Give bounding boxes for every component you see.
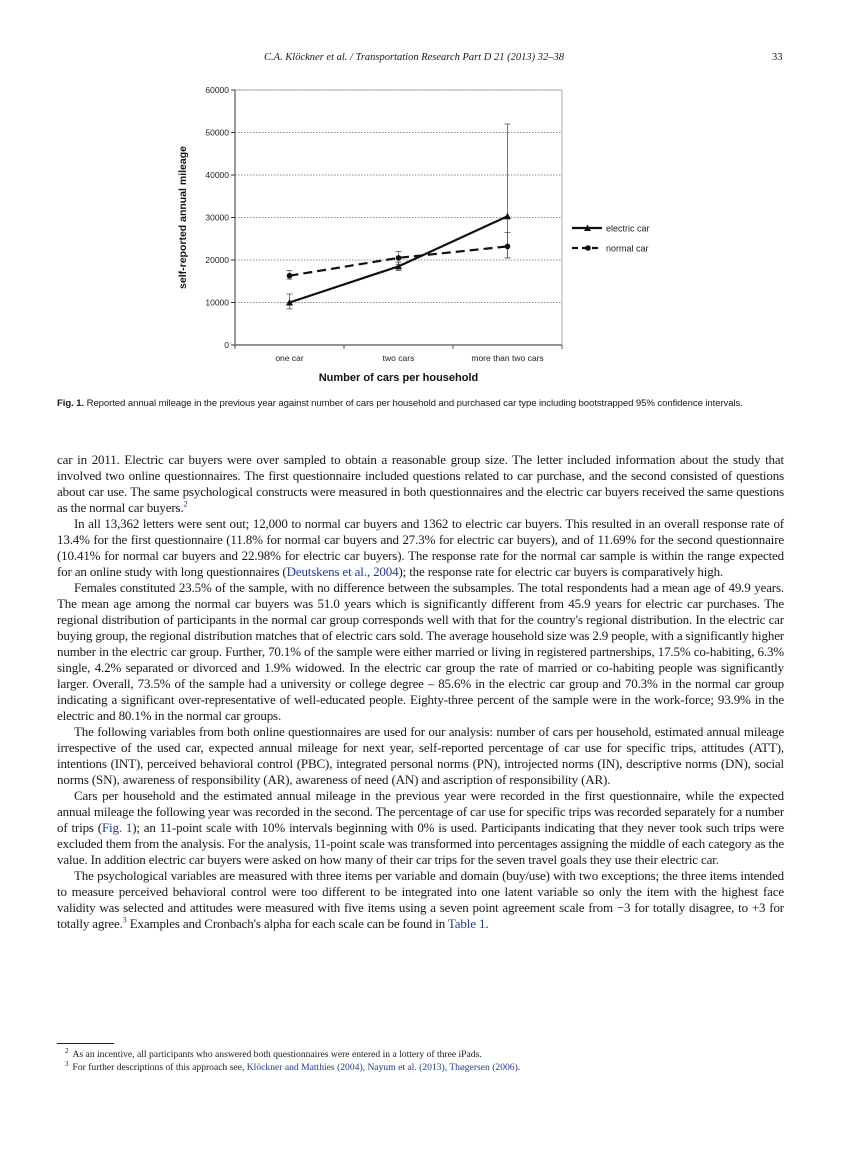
figure-link[interactable]: Fig. 1 [101,820,133,835]
x-tick-label: one car [275,353,304,363]
y-tick-label: 40000 [205,170,229,180]
body-text [57,452,784,932]
legend-normal-car: normal car [606,243,649,254]
legend-electric-car: electric car [606,223,650,234]
figure-caption-text: Reported annual mileage in the previous year against number of cars per household and purchased car type including bootstrapped 95% confidence intervals. [86,398,743,409]
y-tick-label: 60000 [205,85,229,95]
y-tick-label: 30000 [205,212,229,223]
x-tick-label: two cars [382,353,415,363]
figure-1 [170,80,670,390]
footnote-3: $^3$ For further descriptions of this approach see, Klöckner and Matthies (2004), Nayum et al. (2013), Thøgersen (2006). [65,1059,521,1073]
citation-link[interactable]: Klöckner and Matthies (2004), Nayum et al. (2013), Thøgersen (2006) [246,1062,518,1073]
y-tick-label: 0 [224,340,229,350]
x-axis-label: Number of cars per household [318,372,479,384]
footnote-divider [57,1043,114,1044]
paragraph: Cars per household and the estimated annual mileage in the previous year were recorded in the first questionnaire, while the expected annual mileage the following year was recorded in the second. The percentage of car use for specific trips was recorded separately for a number of trips (Fig. 1); an 11-point scale with 10% intervals beginning with 0% is used. Participants indicating that they never took such trips were excluded them from the analysis. For the analysis, 11-point scale was transformed into percentages assigning the middle of each category as the value. In addition electric car buyers were asked on how many of their car trips for the seven travel goals they use their electric car. [57,788,784,867]
y-axis-label: self-reported annual mileage [177,146,189,289]
footnotes [57,1048,787,1074]
x-tick-label: more than two cars [471,353,544,363]
y-tick-label: 20000 [205,255,229,265]
footnote-ref-2[interactable]: 2 [183,499,188,509]
paragraph: The following variables from both online questionnaires are used for our analysis: number of cars per household, estimated annual mileage irrespective of the used car, expected annual mileage for next year, self-reported percentage of car use for specific trips, attitudes (ATT), intentions (INT), perceived behavioral control (PBC), integrated personal norms (PN), introjected norms (IN), descriptive norms (DN), social norms (SN), awareness of responsibility (AR), awareness of need (AN) and ascription of responsibility (AR). [57,724,784,787]
figure-label: Fig. 1. [57,398,85,409]
figure-caption [57,397,787,410]
footnote-2: $^2$ As an incentive, all participants who answered both questionnaires were entered in a lottery of three iPads. [65,1046,482,1060]
table-link[interactable]: Table 1 [447,916,486,931]
paragraph: Females constituted 23.5% of the sample, with no difference between the subsamples. The total respondents had a mean age of 49.9 years. The mean age among the normal car buyers was 51.0 years which is significantly different from 45.9 years for electric car purchases. The regional distribution of participants in the normal car group corresponds well with that for the country's regional distribution. In the electric car buying group, the regional distribution matches that of electric cars sold. The average household size was 2.9 people, with a significantly higher number in the electric car group. Further, 70.1% of the sample were either married or living in registered partnerships, 17.5% co-habiting, 6.3% single, 4.2% separated or divorced and 1.9% widowed. In the electric car group the rate of married or co-habiting people was significantly larger. Overall, 73.5% of the sample had a university or college degree – 85.6% in the electric car group and 70.3% in the normal car group indicating a significant over-representative of well-educated people. Eighty-three percent of the sample were in the work-force; 93.9% in the electric and 80.1% in the normal car groups. [57,580,784,723]
page-number: 33 [772,52,783,63]
citation-link[interactable]: Deutskens et al., 2004 [286,564,399,579]
line-chart [170,80,670,390]
paragraph: The psychological variables are measured with three items per variable and domain (buy/use) with two exceptions; the three items intended to measure perceived behavioral control were too different to be integrated into one latent variable so only the item with the highest face validity was selected and attitudes were measured with five items using a seven point agreement scale from −3 for totally disagree, to +3 for totally agree.$^3$ Examples and Cronbach's alpha for each scale can be found in Table 1. [57,868,784,931]
paragraph: car in 2011. Electric car buyers were over sampled to obtain a reasonable group size. The letter included information about the study that involved two online questionnaires. The first questionnaire included questions related to car purchase, and the second consisted of questions about car use. The same psychological constructs were measured in both questionnaires and the electric car buyers received the same questions as the normal car buyers.$^2$ [57,452,784,515]
y-tick-label: 50000 [205,127,229,138]
footnote-ref-3[interactable]: 3 [122,915,127,925]
paragraph: In all 13,362 letters were sent out; 12,000 to normal car buyers and 1362 to electric car buyers. This resulted in an overall response rate of 13.4% for the first questionnaire (11.8% for normal car buyers and 27.3% for electric car buyers), and of 11.69% for the second questionnaire (10.41% for normal car buyers and 22.98% for electric car buyers). The response rate for the normal car sample is within the range expected for an online study with long questionnaires (Deutskens et al., 2004); the response rate for electric car buyers is comparatively high. [57,516,784,579]
y-tick-label: 10000 [205,297,229,308]
running-head [0,52,846,68]
running-title: C.A. Klöckner et al. / Transportation Research Part D 21 (2013) 32–38 [264,52,565,63]
